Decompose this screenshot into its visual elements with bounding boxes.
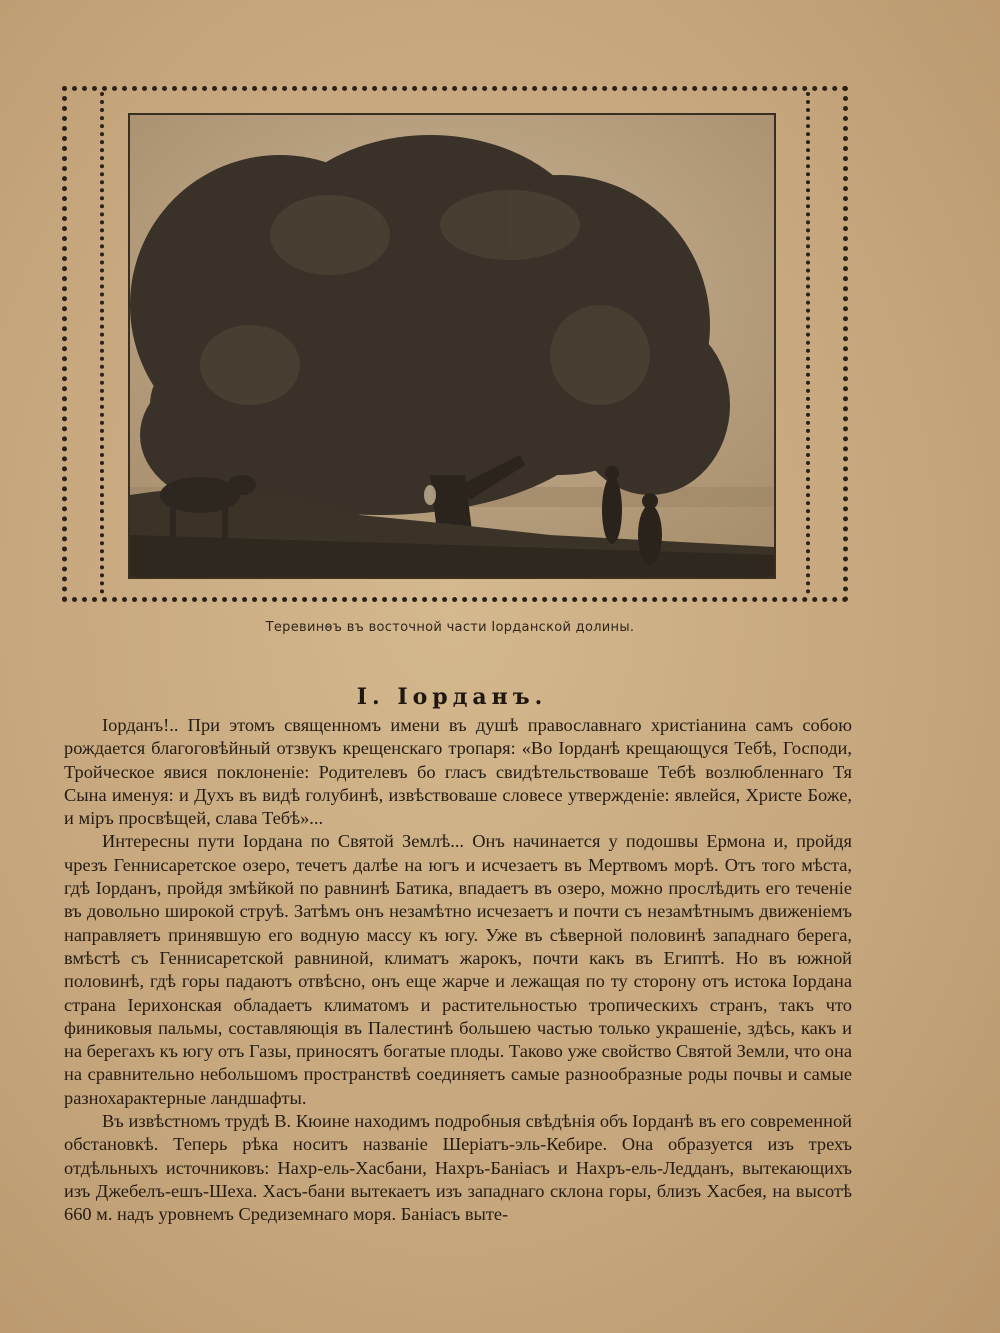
photo-caption: Теревинѳъ въ восточной части Іорданской долины.	[265, 620, 635, 635]
photo-frame-inner-left-border	[100, 92, 104, 594]
photo-frame-inner-right-border	[806, 92, 810, 594]
terebinth-tree-photo	[128, 113, 776, 579]
paragraph: Интересны пути Іордана по Святой Землѣ... Онъ начинается у подошвы Ермона и, пройдя чрезъ Геннисаретское озеро, течетъ далѣе на югъ и исчезаетъ въ Мертвомъ морѣ. Отъ того мѣста, гдѣ Іорданъ, пройдя змѣйкой по равнинѣ Батика, впадаетъ въ озеро, можно прослѣдить его теченіе въ довольно широкой струѣ. Затѣмъ онъ незамѣтно исчезаетъ и почти съ незамѣтнымъ движеніемъ направляетъ принявшую его водную массу къ югу. Уже въ сѣверной половинѣ западнаго берега, вмѣстѣ съ Геннисаретской равниной, климатъ жарокъ, почти какъ въ Египтѣ. Но въ южной половинѣ, гдѣ горы падаютъ отвѣсно, онъ еще жарче и лежащая по ту сторону отъ истока Іордана страна Іерихонская обладаетъ климатомъ и растительностью тропическихъ странъ, такъ что финиковыя пальмы, составляющія въ Палестинѣ большею частью только украшеніе, здѣсь, какъ и на берегахъ къ югу отъ Газы, приносятъ богатые плоды. Таково уже свойство Святой Земли, что она на сравнительно небольшомъ пространствѣ соединяетъ самые разнообразные роды почвы и самые разнохарактерные ландшафты.	[64, 831, 852, 1108]
chapter-body	[64, 714, 852, 1227]
chapter-heading: I. Іорданъ.	[356, 684, 548, 710]
paragraph: Іорданъ!.. При этомъ священномъ имени въ душѣ православнаго христіанина самъ собою рождается благоговѣйный отзвукъ крещенскаго тропаря: «Во Іорданѣ крещающуся Тебѣ, Господи, Тройческое явися поклоненіе: Родителевъ бо гласъ свидѣтельствоваше Тебѣ возлюбленнаго Тя Сына именуя: и Духъ въ видѣ голубинѣ, извѣствоваше словесе утвержденіе: явлейся, Христе Боже, и міръ просвѣщей, слава Тебѣ»...	[64, 715, 852, 829]
paragraph: Въ извѣстномъ трудѣ В. Кюине находимъ подробныя свѣдѣнія объ Іорданѣ въ его современной обстановкѣ. Теперь рѣка носитъ названіе Шеріатъ-эль-Кебире. Она образуется изъ трехъ отдѣльныхъ источниковъ: Нахр-ель-Хасбани, Нахръ-Баніасъ и Нахръ-ель-Ледданъ, вытекающихъ изъ Джебелъ-ешъ-Шеха. Хасъ-бани вытекаетъ изъ западнаго склона горы, близъ Хасбея, на высотѣ 660 м. надъ уровнемъ Средиземнаго моря. Баніасъ выте-	[64, 1111, 852, 1225]
